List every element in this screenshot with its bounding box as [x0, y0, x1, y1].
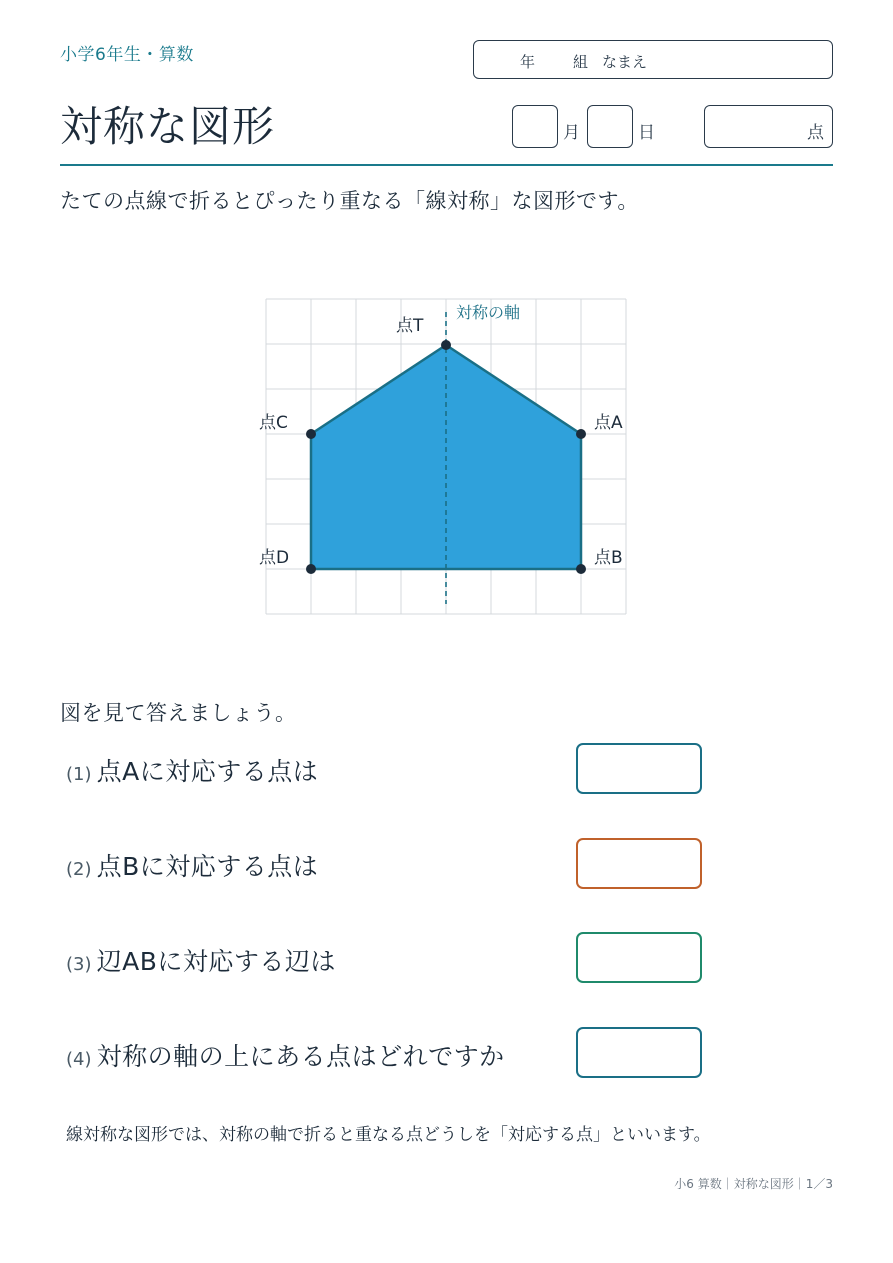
answer-box-3[interactable]: [576, 932, 702, 983]
axis-label: 対称の軸: [456, 303, 521, 322]
name-field[interactable]: [473, 40, 833, 79]
question-text: 点Aに対応する点は: [96, 757, 319, 786]
question-4: [66, 1037, 505, 1073]
question-1: [66, 752, 318, 788]
point-B-label: 点B: [594, 548, 623, 568]
answer-box-2[interactable]: [576, 838, 702, 889]
point-A-marker: [576, 429, 586, 439]
grade-subject: 小学6年生・算数: [60, 45, 194, 65]
point-T-label: 点T: [396, 316, 424, 336]
question-number: (1): [66, 764, 92, 785]
score-label: 点: [807, 123, 824, 143]
point-D-marker: [306, 564, 316, 574]
answer-box-1[interactable]: [576, 743, 702, 794]
day-field[interactable]: [587, 105, 633, 148]
year-label: 年: [520, 53, 536, 71]
question-text: 辺ABに対応する辺は: [96, 947, 336, 976]
explanation-note: 線対称な図形では、対称の軸で折ると重なる点どうしを「対応する点」といいます。: [66, 1125, 711, 1145]
question-prompt: 図を見て答えましょう。: [60, 701, 297, 725]
point-B-marker: [576, 564, 586, 574]
question-number: (2): [66, 859, 92, 880]
page-title: 対称な図形: [60, 102, 276, 151]
question-text: 点Bに対応する点は: [96, 852, 319, 881]
question-text: 対称の軸の上にある点はどれですか: [96, 1042, 505, 1071]
month-label: 月: [563, 123, 580, 143]
header-divider: [60, 164, 833, 166]
month-field[interactable]: [512, 105, 558, 148]
point-C-label: 点C: [259, 413, 288, 433]
intro-text: たての点線で折るとぴったり重なる「線対称」な図形です。: [60, 189, 639, 213]
question-number: (4): [66, 1049, 92, 1070]
answer-box-4[interactable]: [576, 1027, 702, 1078]
name-label: なまえ: [602, 53, 648, 71]
class-label: 組: [573, 53, 589, 71]
score-field[interactable]: [704, 105, 833, 148]
question-number: (3): [66, 954, 92, 975]
point-D-label: 点D: [259, 548, 290, 568]
page-footer: 小6 算数｜対称な図形｜1／3: [674, 1177, 833, 1191]
point-A-label: 点A: [594, 413, 623, 433]
day-label: 日: [638, 123, 655, 143]
point-T-marker: [441, 340, 451, 350]
point-C-marker: [306, 429, 316, 439]
question-2: [66, 847, 318, 883]
symmetry-figure: [255, 295, 635, 620]
question-3: [66, 942, 336, 978]
